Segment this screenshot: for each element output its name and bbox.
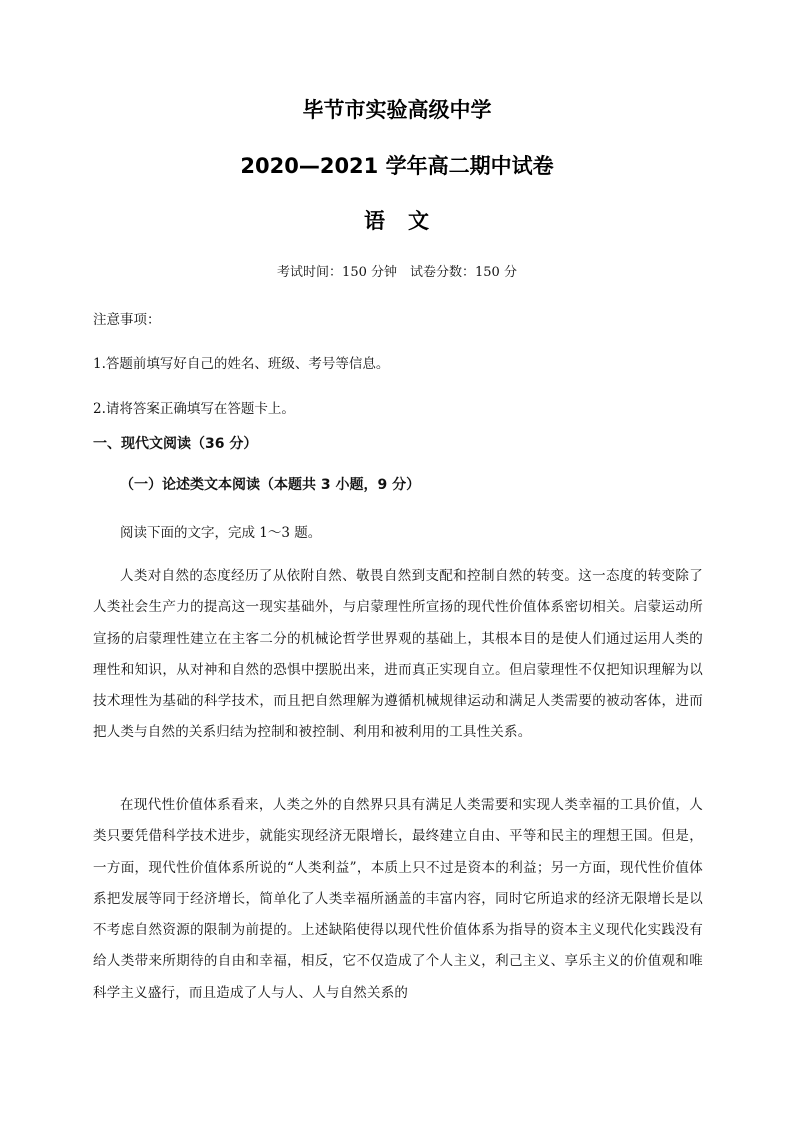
passage-paragraph-1: 人类对自然的态度经历了从依附自然、敬畏自然到支配和控制自然的转变。这一态度的转变除了人类社会生产力的提高这一现实基础外，与启蒙理性所宣扬的现代性价值体系密切相关。启蒙运动所宣扬的启蒙理性建立在主客二分的机械论哲学世界观的基础上，其根本目的是使人们通过运用人类的理性和知识，从对神和自然的恐惧中摆脱出来，进而真正实现自立。但启蒙理性不仅把知识理解为以技术理性为基础的科学技术，而且把自然理解为遵循机械规律运动和满足人类需要的被动客体，进而把人类与自然的关系归结为控制和被控制、利用和被利用的工具性关系。: [93, 568, 703, 741]
notes-item-2: 2.请将答案正确填写在答题卡上。: [93, 401, 295, 417]
exam-title: 2020—2021 学年高二期中试卷: [240, 154, 554, 178]
section-heading: 一、现代文阅读（36 分）: [93, 436, 258, 452]
exam-info: 考试时间：150 分钟 试卷分数：150 分: [277, 265, 517, 280]
reading-instruction: 阅读下面的文字，完成 1～3 题。: [120, 525, 322, 541]
sub-section-heading: （一）论述类文本阅读（本题共 3 小题，9 分）: [120, 477, 421, 493]
school-title: 毕节市实验高级中学: [302, 98, 492, 122]
notes-item-1: 1.答题前填写好自己的姓名、班级、考号等信息。: [93, 356, 390, 372]
subject-title: 语 文: [364, 209, 430, 233]
passage-paragraph-2: 在现代性价值体系看来，人类之外的自然界只具有满足人类需要和实现人类幸福的工具价值，人类只要凭借科学技术进步，就能实现经济无限增长，最终建立自由、平等和民主的理想王国。但是，一方面，现代性价值体系所说的“人类利益”，本质上只不过是资本的利益；另一方面，现代性价值体系把发展等同于经济增长，简单化了人类幸福所涵盖的丰富内容，同时它所追求的经济无限增长是以不考虑自然资源的限制为前提的。上述缺陷使得以现代性价值体系为指导的资本主义现代化实践没有给人类带来所期待的自由和幸福，相反，它不仅造成了个人主义，利己主义、享乐主义的价值观和唯科学主义盛行，而且造成了人与人、人与自然关系的: [93, 797, 703, 1001]
notes-heading: 注意事项：: [93, 312, 161, 328]
